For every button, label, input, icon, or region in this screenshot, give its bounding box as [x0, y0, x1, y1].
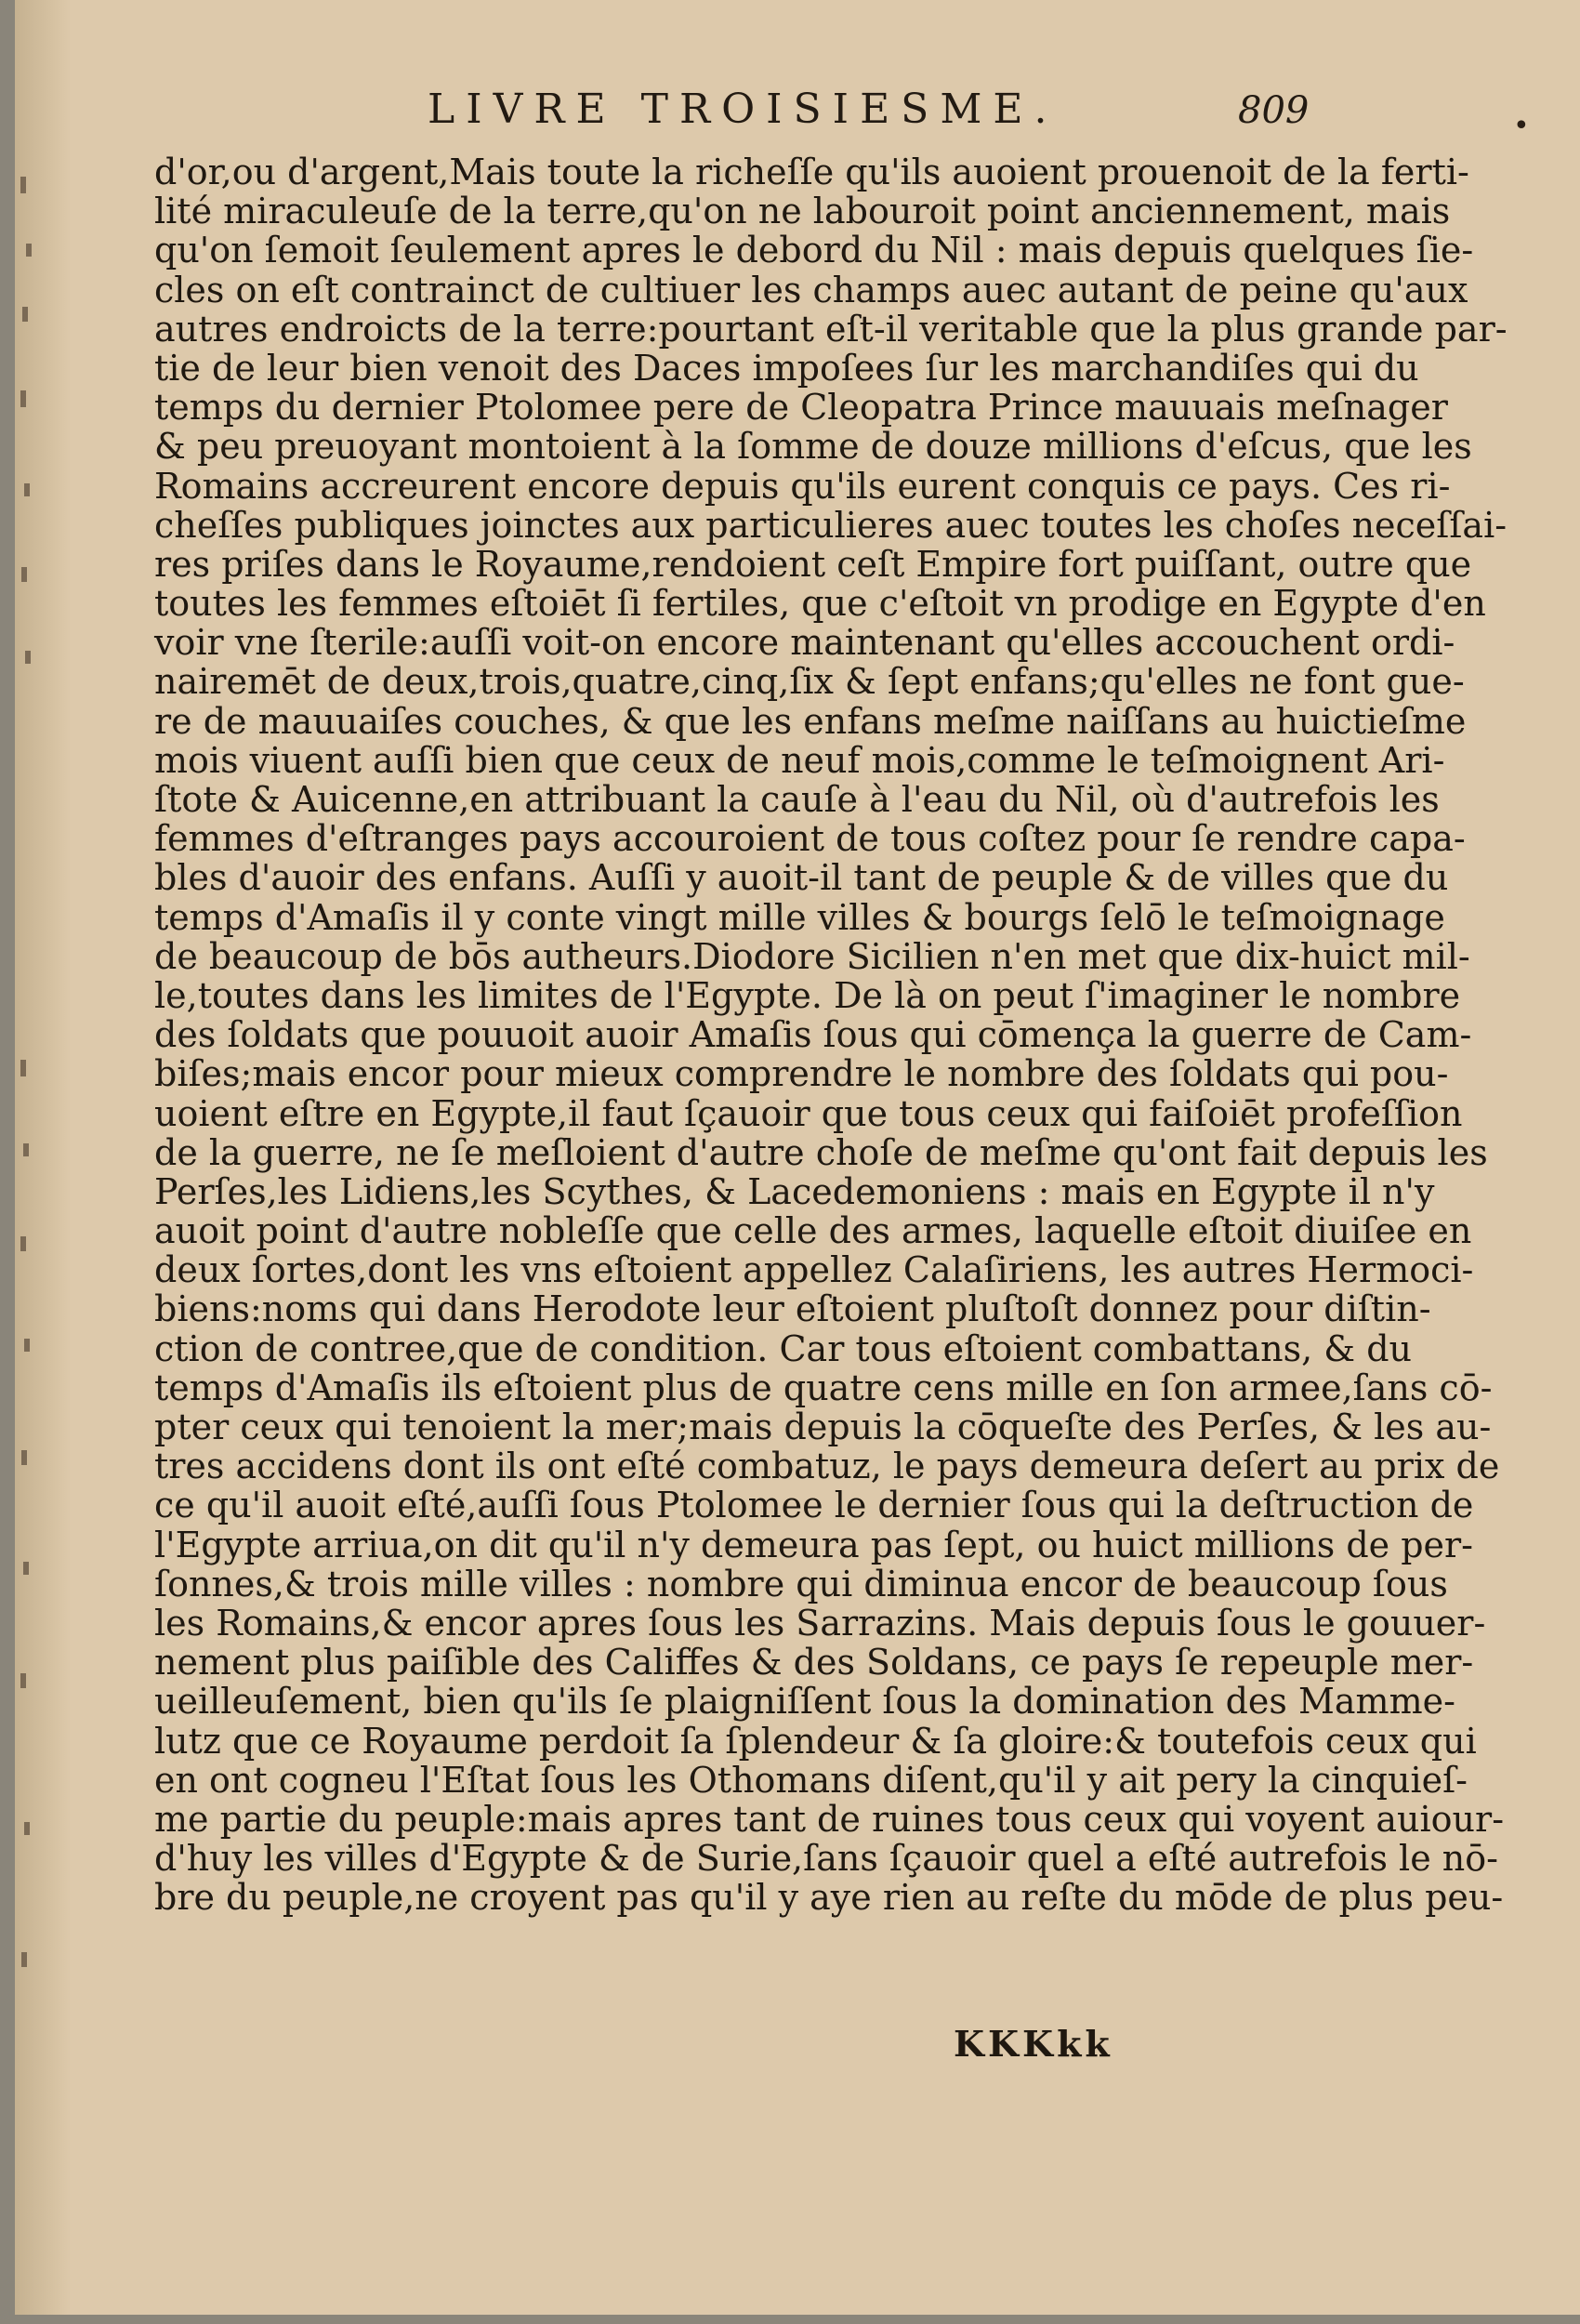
gutter-mark [22, 307, 28, 322]
text-line: en ont cogneu l'Eſtat ſous les Othomans diſent,qu'il y ait pery la cinquieſ- [154, 1759, 1468, 1801]
text-line: deux ſortes,dont les vns eſtoient appellez Calaſiriens, les autres Hermoci- [154, 1249, 1474, 1291]
text-line: pter ceux qui tenoient la mer;mais depuis la cōqueſte des Perſes, & les au- [154, 1406, 1492, 1447]
gutter-mark [24, 1822, 30, 1835]
text-line: l'Egypte arriua,on dit qu'il n'y demeura pas ſept, ou huict millions de per- [154, 1524, 1474, 1565]
text-line: toutes les femmes eſtoiēt ſi fertiles, que c'eſtoit vn prodige en Egypte d'en [154, 583, 1486, 625]
book-page [15, 0, 1580, 2315]
gutter-mark [26, 244, 32, 257]
text-line: femmes d'eſtranges pays accouroient de tous coſtez pour ſe rendre capa- [154, 818, 1466, 860]
gutter-mark [20, 177, 26, 193]
text-line: les Romains,& encor apres ſous les Sarrazins. Mais depuis ſous le gouuer- [154, 1602, 1486, 1644]
text-line: mois viuent auſſi bien que ceux de neuf mois,comme le teſmoignent Ari- [154, 739, 1445, 781]
text-line: lité miraculeuſe de la terre,qu'on ne labouroit point anciennement, mais [154, 191, 1451, 232]
text-line: ce qu'il auoit eſté,auſſi ſous Ptolomee le dernier ſous qui la deſtruction de [154, 1485, 1474, 1526]
text-line: bre du peuple,ne croyent pas qu'il y aye rien au reſte du mōde de plus peu- [154, 1877, 1504, 1919]
text-line: tie de leur bien venoit des Daces impoſees ſur les marchandiſes qui du [154, 347, 1419, 389]
gutter-mark [20, 1060, 26, 1076]
text-line: temps d'Amaſis ils eſtoient plus de quatre cens mille en ſon armee,ſans cō- [154, 1367, 1493, 1408]
text-line: ſtote & Auicenne,en attribuant la cauſe à l'eau du Nil, où d'autrefois les [154, 779, 1440, 820]
gutter-mark [23, 1562, 29, 1575]
text-line: temps d'Amaſis il y conte vingt mille villes & bourgs ſelō le teſmoignage [154, 896, 1445, 938]
text-line: d'or,ou d'argent,Mais toute la richeſſe qu'ils auoient prouenoit de la ferti- [154, 152, 1469, 192]
gutter-mark [24, 483, 30, 496]
text-line: re de mauuaiſes couches, & que les enfans meſme naiſſans au huictieſme [154, 700, 1467, 742]
signature-mark: KKKkk [954, 2023, 1113, 2065]
text-line: lutz que ce Royaume perdoit ſa ſplendeur & ſa gloire:& toutefois ceux qui [154, 1720, 1477, 1762]
text-line: biſes;mais encor pour mieux comprendre le nombre des ſoldats qui pou- [154, 1053, 1449, 1095]
text-line: ueilleuſement, bien qu'ils ſe plaigniſſent ſous la domination des Mamme- [154, 1681, 1455, 1723]
gutter-mark [21, 567, 27, 582]
gutter-mark [21, 1952, 27, 1967]
text-line: tres accidens dont ils ont eſté combatuz, le pays demeura deſert au prix de [154, 1446, 1500, 1487]
gutter-mark [21, 1450, 27, 1465]
gutter-mark [25, 651, 31, 664]
text-line: ſonnes,& trois mille villes : nombre qui diminua encor de beaucoup ſous [154, 1563, 1448, 1604]
text-line: Romains accreurent encore depuis qu'ils eurent conquis ce pays. Ces ri- [154, 465, 1451, 507]
running-head: LIVRE TROISIESME. [428, 86, 1059, 133]
gutter-mark [23, 1143, 29, 1156]
text-line: cles on eſt contrainct de cultiuer les champs auec autant de peine qu'aux [154, 269, 1468, 310]
text-line: autres endroicts de la terre:pourtant eſt-il veritable que la plus grande par- [154, 308, 1508, 350]
text-line: me partie du peuple:mais apres tant de ruines tous ceux qui voyent auiour- [154, 1798, 1505, 1840]
text-line: Perſes,les Lidiens,les Scythes, & Lacedemoniens : mais en Egypte il n'y [154, 1170, 1435, 1212]
body-text [154, 152, 1508, 1919]
text-line: nement plus paiſible des Califfes & des Soldans, ce pays ſe repeuple mer- [154, 1642, 1474, 1684]
binding-gutter [15, 0, 71, 2315]
gutter-mark [20, 390, 26, 407]
gutter-mark [24, 1339, 30, 1352]
text-line: de beaucoup de bōs autheurs.Diodore Sicilien n'en met que dix-huict mil- [154, 935, 1470, 977]
text-line: res priſes dans le Royaume,rendoient ceſt Empire fort puiſſant, outre que [154, 543, 1472, 585]
text-line: de la guerre, ne ſe meſloient d'autre choſe de meſme qu'ont fait depuis les [154, 1131, 1488, 1173]
text-line: temps du dernier Ptolomee pere de Cleopatra Prince mauuais meſnager [154, 387, 1448, 429]
text-line: ction de contree,que de condition. Car tous eſtoient combattans, & du [154, 1327, 1413, 1369]
text-line: & peu preuoyant montoient à la ſomme de douze millions d'eſcus, que les [154, 426, 1472, 468]
gutter-mark [20, 1673, 26, 1688]
text-line: uoient eſtre en Egypte,il faut ſçauoir que tous ceux qui faiſoiēt profeſſion [154, 1092, 1463, 1134]
text-line: le,toutes dans les limites de l'Egypte. De là on peut ſ'imaginer le nombre [154, 974, 1461, 1016]
text-line: qu'on ſemoit ſeulement apres le debord du Nil : mais depuis quelques ſie- [154, 230, 1474, 271]
text-line: bles d'auoir des enfans. Auſſi y auoit-il tant de peuple & de villes que du [154, 857, 1449, 899]
text-line: des ſoldats que pouuoit auoir Amaſis ſous qui cōmença la guerre de Cam- [154, 1014, 1472, 1056]
text-line: biens:noms qui dans Herodote leur eſtoient pluſtoſt donnez pour diſtin- [154, 1288, 1431, 1330]
text-line: d'huy les villes d'Egypte & de Surie,ſans ſçauoir quel a eſté autrefois le nō- [154, 1838, 1498, 1880]
page-number: 809 [1238, 89, 1310, 132]
gutter-mark [20, 1236, 26, 1251]
text-line: voir vne ſterile:auſſi voit-on encore maintenant qu'elles accouchent ordi- [154, 622, 1455, 664]
ink-mark: • [1513, 110, 1530, 142]
text-line: cheſſes publiques joinctes aux particulieres auec toutes les choſes neceſſai- [154, 504, 1508, 546]
text-line: nairemēt de deux,trois,quatre,cinq,ſix & ſept enfans;qu'elles ne font gue- [154, 661, 1465, 703]
text-line: auoit point d'autre nobleſſe que celle des armes, laquelle eſtoit diuiſee en [154, 1210, 1472, 1252]
